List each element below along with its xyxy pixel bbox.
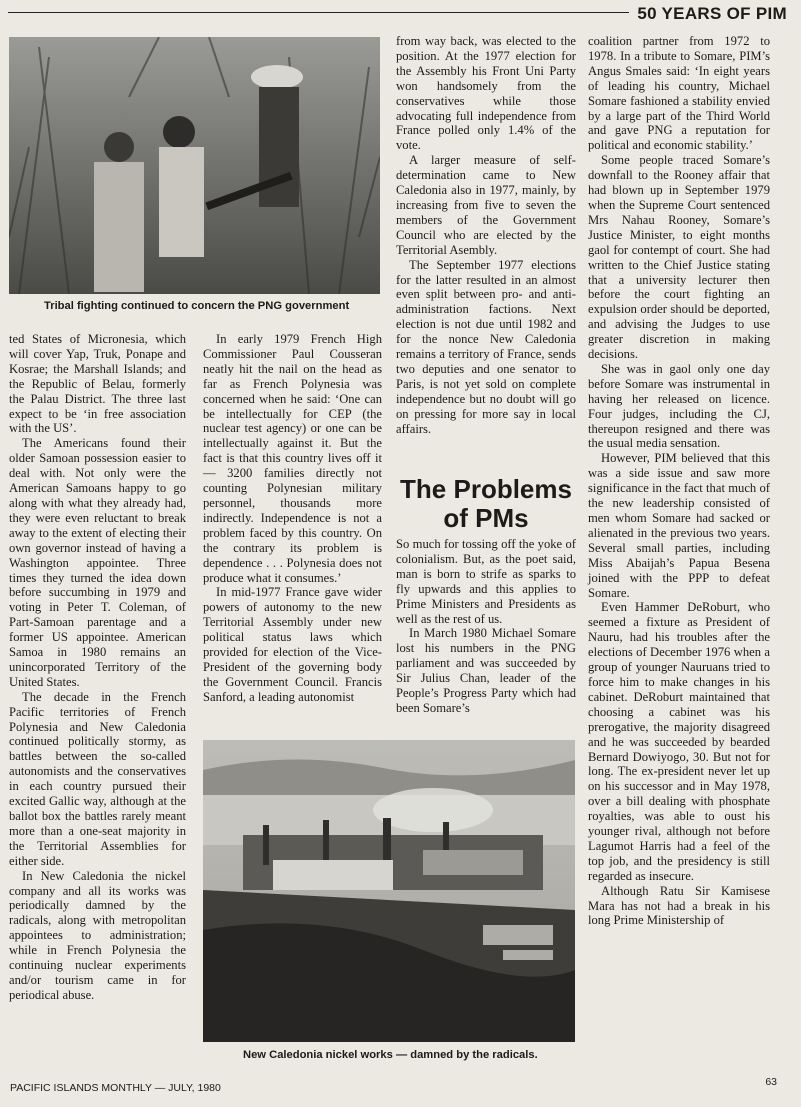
paragraph: Some people traced Somare’s downfall to the Rooney affair that had blown up in September 1979 when the Supreme Court sentenced Mrs Nahau Rooney, Somare’s Justice Minister, to eight months gaol for contempt of court. She had written to the Chief Justice stating that a university lecturer then before the court fighting an expulsion order should be deported, and advising the Judges to use greater discretion in making decisions. <box>588 153 770 362</box>
article-column-4 <box>588 34 770 928</box>
paragraph: So much for tossing off the yoke of colonialism. But, as the poet said, man is born to strife as sparks to fly upwards and this applies to Prime Ministers and Presidents as well as the rest of us. <box>396 537 576 626</box>
paragraph: In early 1979 French High Commissioner Paul Cousseran neatly hit the nail on the head as far as French Polynesia was concerned when he said: ‘One can be intellectually for CEP (the nuclear test agency) or one can be intellectually against it. But the fact is that this country lives off it — 3200 families directly not counting Polynesian military personnel, thousands more indirectly. Independence is not a problem faced by this country. On the contrary its problem is dependence . . . Polynesia does not produce what it consumes.’ <box>203 332 382 585</box>
headline-line: of PMs <box>443 503 529 533</box>
article-column-3-continued <box>396 537 576 716</box>
article-column-3 <box>396 34 576 436</box>
paragraph: A larger measure of self-determination came to New Caledonia also in 1977, mainly, by increasing from five to seven the members of the Government Council who are elected by the Territorial Asembly. <box>396 153 576 257</box>
headline-line: The Problems <box>400 474 572 504</box>
paragraph: However, PIM believed that this was a side issue and saw more significance in the fact that much of the new leadership consisted of men whom Somare had sacked or alienated in the previous two years. Several small parties, including Miss Abaijah’s Papua Besena joined with the PPP to defeat Somare. <box>588 451 770 600</box>
section-headline <box>396 475 576 533</box>
paragraph: from way back, was elected to the position. At the 1977 election for the Assembly his Front Uni Party won handsomely from the conservatives while those advocating full independence from France polled only 1.4% of the vote. <box>396 34 576 153</box>
paragraph: coalition partner from 1972 to 1978. In a tribute to Somare, PIM’s Angus Smales said: ‘In eight years of leading his country, Michael Somare fashioned a stability envied by a large part of the Third World and gave PNG a reputation for political and economic stability.’ <box>588 34 770 153</box>
paragraph: The Americans found their older Samoan possession easier to deal with. Not only were the American Samoans happy to go along with what they already had, they were even reluctant to break away to the extent of electing their own governor instead of having a Washington appointee. Three times they turned the idea down before succumbing in 1979 and voting in Peter T. Coleman, of Part-Samoan parentage and a former US appointee. American Samoa in 1980 remains an unincorporated Territory of the United States. <box>9 436 186 689</box>
tribal-photo-caption: Tribal fighting continued to concern the PNG government <box>44 300 350 312</box>
publication-footer: PACIFIC ISLANDS MONTHLY — JULY, 1980 <box>10 1082 221 1094</box>
nickel-works-photo <box>203 740 575 1042</box>
article-column-1 <box>9 332 186 1003</box>
paragraph: The decade in the French Pacific territories of French Polynesia and New Caledonia continued politically stormy, as battles between the so-called autonomists and the conservatives in each country pursued their excited Gallic way, although at the ballot box the battles rarely meant more than a one-seat majority in the Territorial Assemblies for either side. <box>9 689 186 868</box>
paragraph: In New Caledonia the nickel company and all its works was periodically damned by the radicals, along with metropolitan appointees to administration; while in French Polynesia the continuing nuclear experiments and/or tourism came in for periodical abuse. <box>9 868 186 1002</box>
paragraph: ted States of Micronesia, which will cover Yap, Truk, Ponape and Kosrae; the Marshall Islands; and the Republic of Belau, formerly the Palau District. The three last expect to be ‘in free association with the US’. <box>9 332 186 436</box>
section-title: 50 YEARS OF PIM <box>629 4 787 24</box>
paragraph: In mid-1977 France gave wider powers of autonomy to the new Territorial Assembly under new political status laws which provided for election of the Vice-President of the governing body the Government Council. Francis Sanford, a leading autonomist <box>203 585 382 704</box>
paragraph: She was in gaol only one day before Somare was instrumental in having her released on licence. Four judges, including the CJ, thereupon resigned and there was the usual media sensation. <box>588 361 770 451</box>
tribal-fighting-photo <box>9 37 380 294</box>
paragraph: Even Hammer DeRoburt, who seemed a fixture as President of Nauru, had his troubles after the elections of December 1976 when a group of younger Nauruans tried to force him to make changes in his cabinet. DeRoburt maintained that choosing a cabinet was his prerogative, the majority disagreed and he was succeeded by bearded Bernard Dowiyogo, 30. But not for long. The ex-president never let up on his successor and in May 1978, over a bill dealing with phosphate royalties, was able to oust his younger rival, although not before Lagumot Harris had a feel of the top job, and the presidency is still regarded as insecure. <box>588 600 770 883</box>
paragraph: In March 1980 Michael Somare lost his numbers in the PNG parliament and was succeeded by Sir Julius Chan, leader of the People’s Progress Party which had been Somare’s <box>396 626 576 715</box>
page-number: 63 <box>765 1076 777 1088</box>
article-column-2 <box>203 332 382 705</box>
nickel-photo-caption: New Caledonia nickel works — damned by the radicals. <box>243 1049 538 1061</box>
paragraph: The September 1977 elections for the latter resulted in an almost even split between pro- and anti-administration factions. Next election is not due until 1982 and for the nonce New Caledonia remains a territory of France, sends two deputies and one senator to Paris, is not yet sold on complete independence but no doubt will go on pressing for more say in local affairs. <box>396 257 576 436</box>
paragraph: Although Ratu Sir Kamisese Mara has not had a break in his long Prime Ministership of <box>588 883 770 928</box>
